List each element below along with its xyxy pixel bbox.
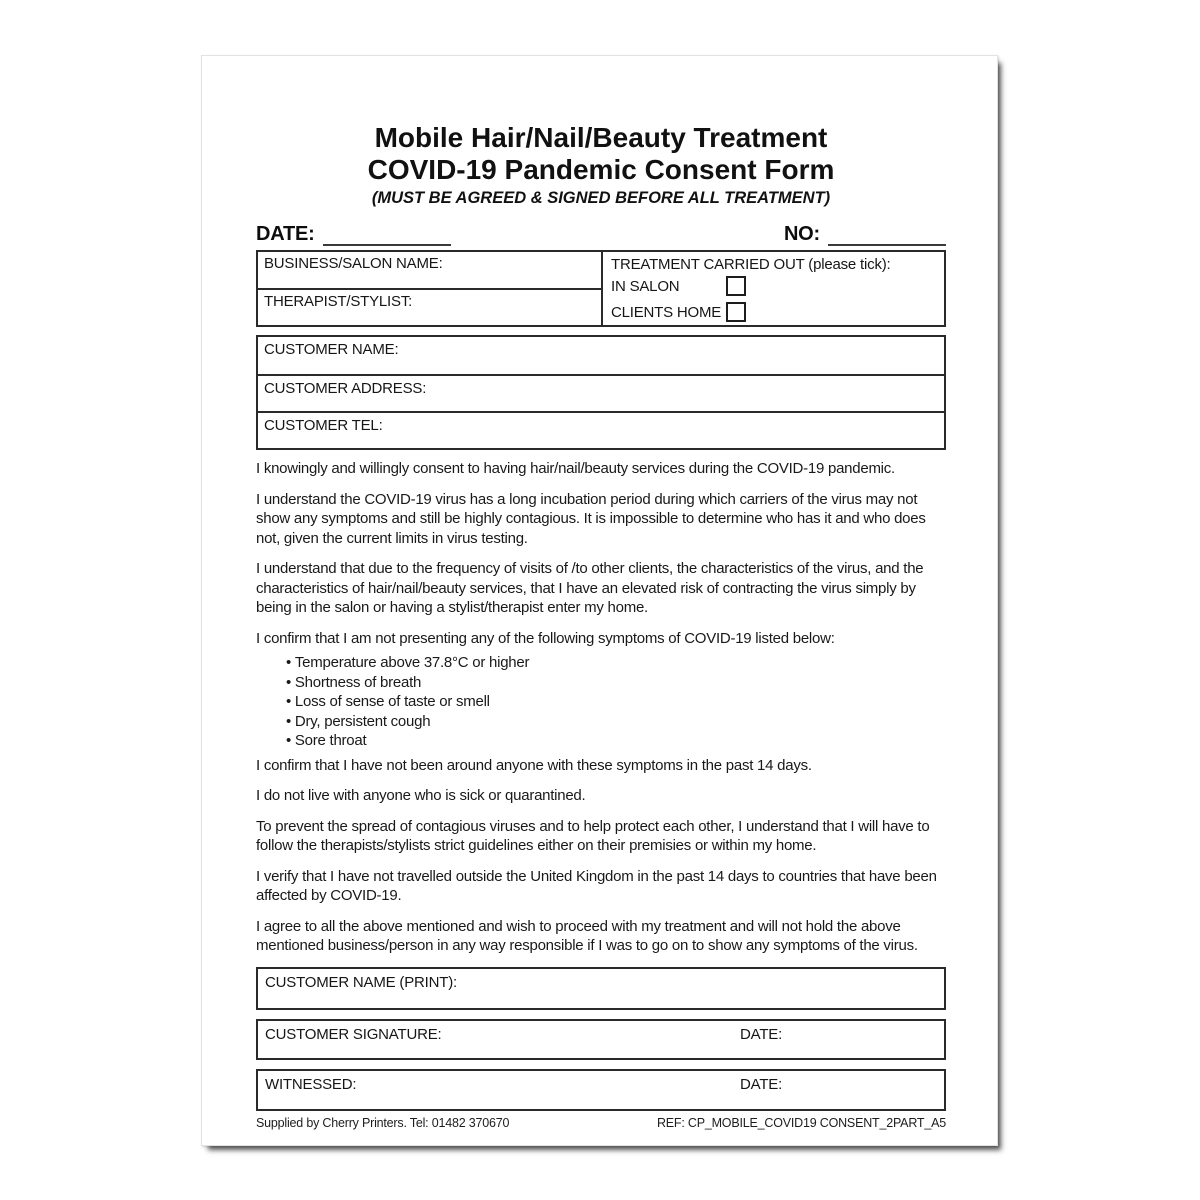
witnessed-label: WITNESSED: — [265, 1075, 357, 1093]
witnessed-date-label: DATE: — [740, 1075, 783, 1093]
no-group — [784, 223, 946, 246]
treatment-carried-out-column — [603, 252, 944, 325]
symptoms-list — [286, 653, 946, 751]
customer-signature-label: CUSTOMER SIGNATURE: — [265, 1025, 442, 1043]
clients-home-checkbox — [726, 302, 746, 322]
consent-paragraph-2: I understand the COVID-19 virus has a long incubation period during which carriers of the virus may not show any symptoms and still be highly contagious. It is impossible to determine who has it and who does not, given the current limits in virus testing. — [256, 490, 926, 547]
customer-name-print-label: CUSTOMER NAME (PRINT): — [265, 973, 457, 991]
consent-paragraph-5: I confirm that I have not been around anyone with these symptoms in the past 14 days. — [256, 756, 812, 774]
form-footer — [256, 1116, 946, 1130]
consent-paragraph-7: To prevent the spread of contagious viruses and to help protect each other, I understand that I will have to follow the therapists/stylists strict guidelines either on their premisies or within my home. — [256, 817, 930, 854]
date-group — [256, 223, 451, 246]
customer-signature-box — [256, 1019, 946, 1060]
clients-home-option-row — [603, 299, 944, 325]
symptom-item-sore-throat: • Sore throat — [286, 731, 946, 751]
consent-paragraph-9: I agree to all the above mentioned and wish to proceed with my treatment and will not hold the above mentioned business/person in any way responsible if I was to go on to show any symptoms of the virus. — [256, 917, 918, 954]
witnessed-box — [256, 1069, 946, 1111]
in-salon-option-row — [603, 273, 944, 299]
symptom-item-temperature: • Temperature above 37.8°C or higher — [286, 653, 946, 673]
form-subtitle: (MUST BE AGREED & SIGNED BEFORE ALL TREATMENT) — [371, 189, 831, 207]
symptoms-intro-paragraph: I confirm that I am not presenting any of the following symptoms of COVID-19 listed below: — [256, 629, 835, 647]
no-blank-line — [828, 226, 946, 246]
no-label: NO: — [783, 223, 820, 245]
in-salon-checkbox — [726, 276, 746, 296]
in-salon-label: IN SALON — [611, 277, 680, 295]
consent-paragraph-6: I do not live with anyone who is sick or quarantined. — [256, 787, 586, 804]
salon-treatment-table — [256, 250, 946, 327]
consent-text-body — [256, 459, 946, 956]
consent-form-page — [201, 55, 998, 1146]
symptom-item-cough: • Dry, persistent cough — [286, 712, 946, 732]
treatment-carried-out-heading: TREATMENT CARRIED OUT (please tick): — [611, 256, 891, 273]
customer-details-table — [256, 335, 946, 450]
customer-address-field: CUSTOMER ADDRESS: — [258, 374, 944, 411]
consent-paragraph-1: I knowingly and willingly consent to having hair/nail/beauty services during the COVID-19 pandemic. — [256, 460, 895, 477]
customer-tel-field: CUSTOMER TEL: — [258, 411, 944, 448]
form-reference: REF: CP_MOBILE_COVID19 CONSENT_2PART_A5 — [656, 1115, 946, 1130]
supplier-info: Supplied by Cherry Printers. Tel: 01482 370670 — [256, 1115, 510, 1130]
consent-paragraph-3: I understand that due to the frequency of visits of /to other clients, the characteristics of the virus, and the characteristics of hair/nail/beauty services, that I have an elevated risk of contracting the virus simply by being in the salon or having a stylist/therapist enter my home. — [256, 560, 924, 616]
consent-paragraph-8: I verify that I have not travelled outside the United Kingdom in the past 14 days to countries that have been affected by COVID-19. — [256, 867, 937, 904]
symptom-item-taste-smell: • Loss of sense of taste or smell — [286, 692, 946, 712]
salon-left-column — [258, 252, 603, 325]
form-title-line1: Mobile Hair/Nail/Beauty Treatment — [374, 122, 828, 153]
symptom-item-breath: • Shortness of breath — [286, 673, 946, 693]
date-label: DATE: — [256, 223, 315, 245]
form-title-line2: COVID-19 Pandemic Consent Form — [367, 154, 835, 185]
therapist-stylist-field: THERAPIST/STYLIST: — [264, 292, 413, 310]
clients-home-label: CLIENTS HOME — [611, 303, 722, 321]
customer-name-print-box — [256, 967, 946, 1010]
customer-name-field: CUSTOMER NAME: — [264, 341, 399, 358]
date-blank-line — [323, 226, 451, 246]
signature-date-label: DATE: — [740, 1025, 783, 1043]
business-salon-name-field: BUSINESS/SALON NAME: — [258, 252, 601, 290]
date-no-row — [256, 222, 946, 246]
